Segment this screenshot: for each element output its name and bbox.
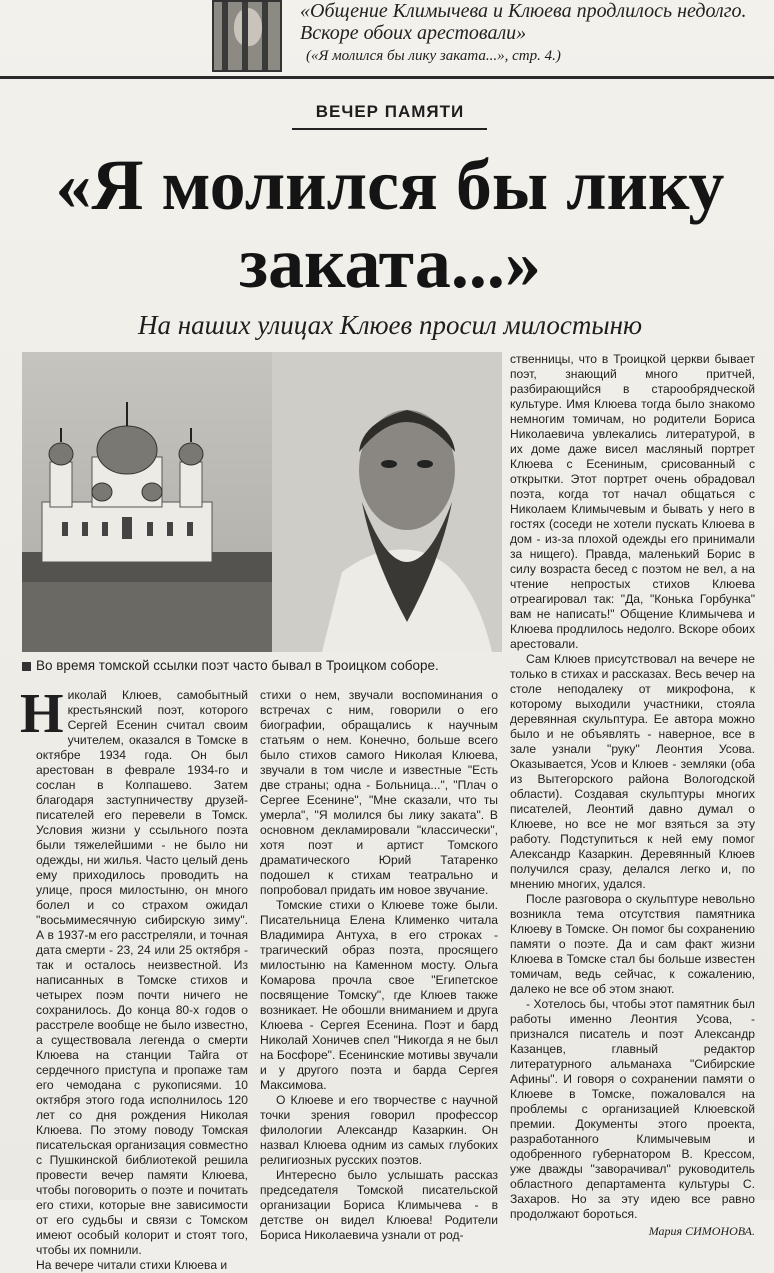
paragraph: Интересно было услышать рассказ председателя Томской писательской организации Бориса Климычева - в детстве он видел Клюева! Родители Бориса Николаевича узнали от род- bbox=[260, 1168, 498, 1242]
rubric: ВЕЧЕР ПАМЯТИ bbox=[315, 102, 465, 121]
caption-marker bbox=[22, 662, 31, 671]
photo-caption bbox=[22, 658, 502, 673]
article-column-3 bbox=[510, 352, 755, 1239]
subheadline: На наших улицах Клюев просил милостыню bbox=[137, 310, 643, 340]
article-column-1 bbox=[20, 683, 248, 1273]
prison-bar bbox=[262, 2, 268, 72]
paragraph: После разговора о скульптуре невольно возникла тема отсутствия памятника Клюеву в Томске. Он помог бы сохранению памяти о поэте. Да и сам факт жизни Клюева в Томске стал бы больше известен томичам, ведь сейчас, к сожалению, далеко не все об этом знают. bbox=[510, 892, 755, 996]
paragraph: Сам Клюев присутствовал на вечере не только в стихах и рассказах. Весь вечер на столе неподалеку от микрофона, к которому выходили участники, стояла деревянная скульптура. Ее автора можно было и не объявлять - наверное, все в зале узнали "руку" Леонтия Усова. Оказывается, Усов и Клюев - земляки (оба из Вытегорского района Вологодской области). Создавая скульптуры многих писателей, Леонтий давно думал о Клюеве, но все не мог взяться за эту работу. Подступиться к ней ему помог Александр Казаркин. Деревянный Клюев получился сразу, делался легко и, по мнению многих, удался. bbox=[510, 652, 755, 891]
paragraph: На вечере читали стихи Клюева и bbox=[36, 1258, 228, 1272]
article-column-2 bbox=[260, 688, 498, 1243]
paragraph: - Хотелось бы, чтобы этот памятник был работы именно Леонтия Усова, - признался писатель и поэт Александр Казанцев, главный редактор литературного альманаха "Сибирские Афины". И говоря о сохранении памяти о Клюеве в Томске, пожаловался на проблемы с организацией Клюевской премии. Документы этого проекта, разработанного Климычевым и одобренного губернатором В. Крессом, уже дважды "заворачивал" руководитель областного департамента культуры С. Захаров. Но за эту идею все равно продолжают бороться. bbox=[510, 997, 755, 1221]
paragraph: О Клюеве и его творчестве с научной точки зрения говорил профессор филологии Александр Казаркин. Он назвал Клюева одним из самых глубоких религиозных русских поэтов. bbox=[260, 1093, 498, 1167]
caption-text: Во время томской ссылки поэт часто бывал в Троицком соборе. bbox=[36, 658, 439, 673]
author-signature: Мария СИМОНОВА. bbox=[648, 1224, 755, 1238]
teaser-thumbnail bbox=[212, 0, 282, 72]
teaser-reference: («Я молился бы лику заката...», стр. 4.) bbox=[306, 48, 561, 64]
rubric-underline bbox=[292, 128, 487, 130]
paragraph: Томские стихи о Клюеве тоже были. Писательница Елена Клименко читала Владимира Антуха, в его строках - трагический образ поэта, просящего милостыню на Каменном мосту. Ольга Комарова прочла свое "Египетское посвящение Томску", где Клюев также возникает. Не обошли вниманием и друга Клюева - Сергея Есенина. Поэт и бард Николай Хоничев спел "Никогда я не был на Босфоре". Есенинские мотивы звучали и у другого поэта и барда Сергея Максимова. bbox=[260, 898, 498, 1092]
headline: «Я молился бы лику заката...» bbox=[55, 145, 725, 303]
header-rule bbox=[0, 76, 774, 79]
teaser-bar bbox=[0, 0, 774, 76]
teaser-text bbox=[300, 0, 760, 65]
cathedral-and-portrait-image bbox=[22, 352, 502, 652]
paragraph: иколай Клюев, самобытный крестьянский поэт, которого Сергей Есенин считал своим учителем, оказался в Томске в октябре 1934 года. Он был арестован в феврале 1934-го и сослан в Колпашево. Затем благодаря заступничеству друзей-писателей его перевели в Томск. Условия жизни у ссыльного поэта были тяжелейшими - не было ни одежды, ни жилья. Часто целый день ему приходилось проводить на улице, прося милостыню, он много болел и со страхом ожидал "восьмимесячную сибирскую зиму". А в 1937-м его расстреляли, и точная дата смерти - 23, 24 или 25 октября - так и осталось неизвестной. Из написанных в Томске стихов и четырех поэм почти ничего не сохранилось. До конца 80-х годов о расстреле вообще не было известно, а существовала легенда о смерти Клюева на станции Тайга от сердечного приступа и пропаже там его чемодана с рукописями. 10 октября этого года исполнилось 120 лет со дня рождения Николая Клюева. По этому поводу Томская писательская организация совместно с Пушкинской библиотекой решила провести вечер памяти Клюева, чтобы поговорить о поэте и почитать его стихи, которые вне зависимости от его судьбы и связи с Томском имеют особый колорит и стоят того, чтобы их помнили. bbox=[36, 688, 248, 1257]
portrait-head bbox=[234, 8, 262, 46]
prison-bar bbox=[222, 2, 228, 72]
paragraph: ственницы, что в Троицкой церкви бывает поэт, знающий много притчей, разбирающийся в старообрядческой культуре. Имя Клюева тогда было знакомо немногим томичам, но родители Бориса Николаевича увлекались литературой, в их доме даже висел масляный портрет Клюева с Есениным, срисованный с открытки. Этот портрет очень обрадовал поэта, когда тот начал общаться с Николаем Климычевым и бывать у него в гостях (соседи не хотели пускать Клюева в дом - из-за плохой одежды его принимали за нищего). Правда, маленький Борис в силу возраста бесед с поэтом не вел, а на чтение непростых стихов Клюева отреагировал так: "Да, "Конька Горбунка" вам не написать!" Общение Климычева и Клюева продлилось недолго. Вскоре обоих арестовали. bbox=[510, 352, 755, 651]
paragraph: стихи о нем, звучали воспоминания о встречах с ним, говорили о его биографии, обращались к научным статьям о нем. Конечно, больше всего было стихов самого Николая Клюева, звучали в том числе и известные "Есть две страны; одна - Больница...", "Плач о Сергее Есенине", "Мне сказали, что ты умерла", "Я молился бы лику заката". В основном декламировали "классически", хотя поэт и артист Томского драматического Юрий Татаренко подошел к стихам театрально и попробовал придать им новое звучание. bbox=[260, 688, 498, 897]
teaser-quote: «Общение Климычева и Клюева продлилось недолго. Вскоре обоих арестовали» bbox=[300, 0, 747, 44]
article-photo bbox=[22, 352, 502, 652]
prison-bar bbox=[242, 2, 248, 72]
drop-cap: Н bbox=[20, 683, 64, 745]
